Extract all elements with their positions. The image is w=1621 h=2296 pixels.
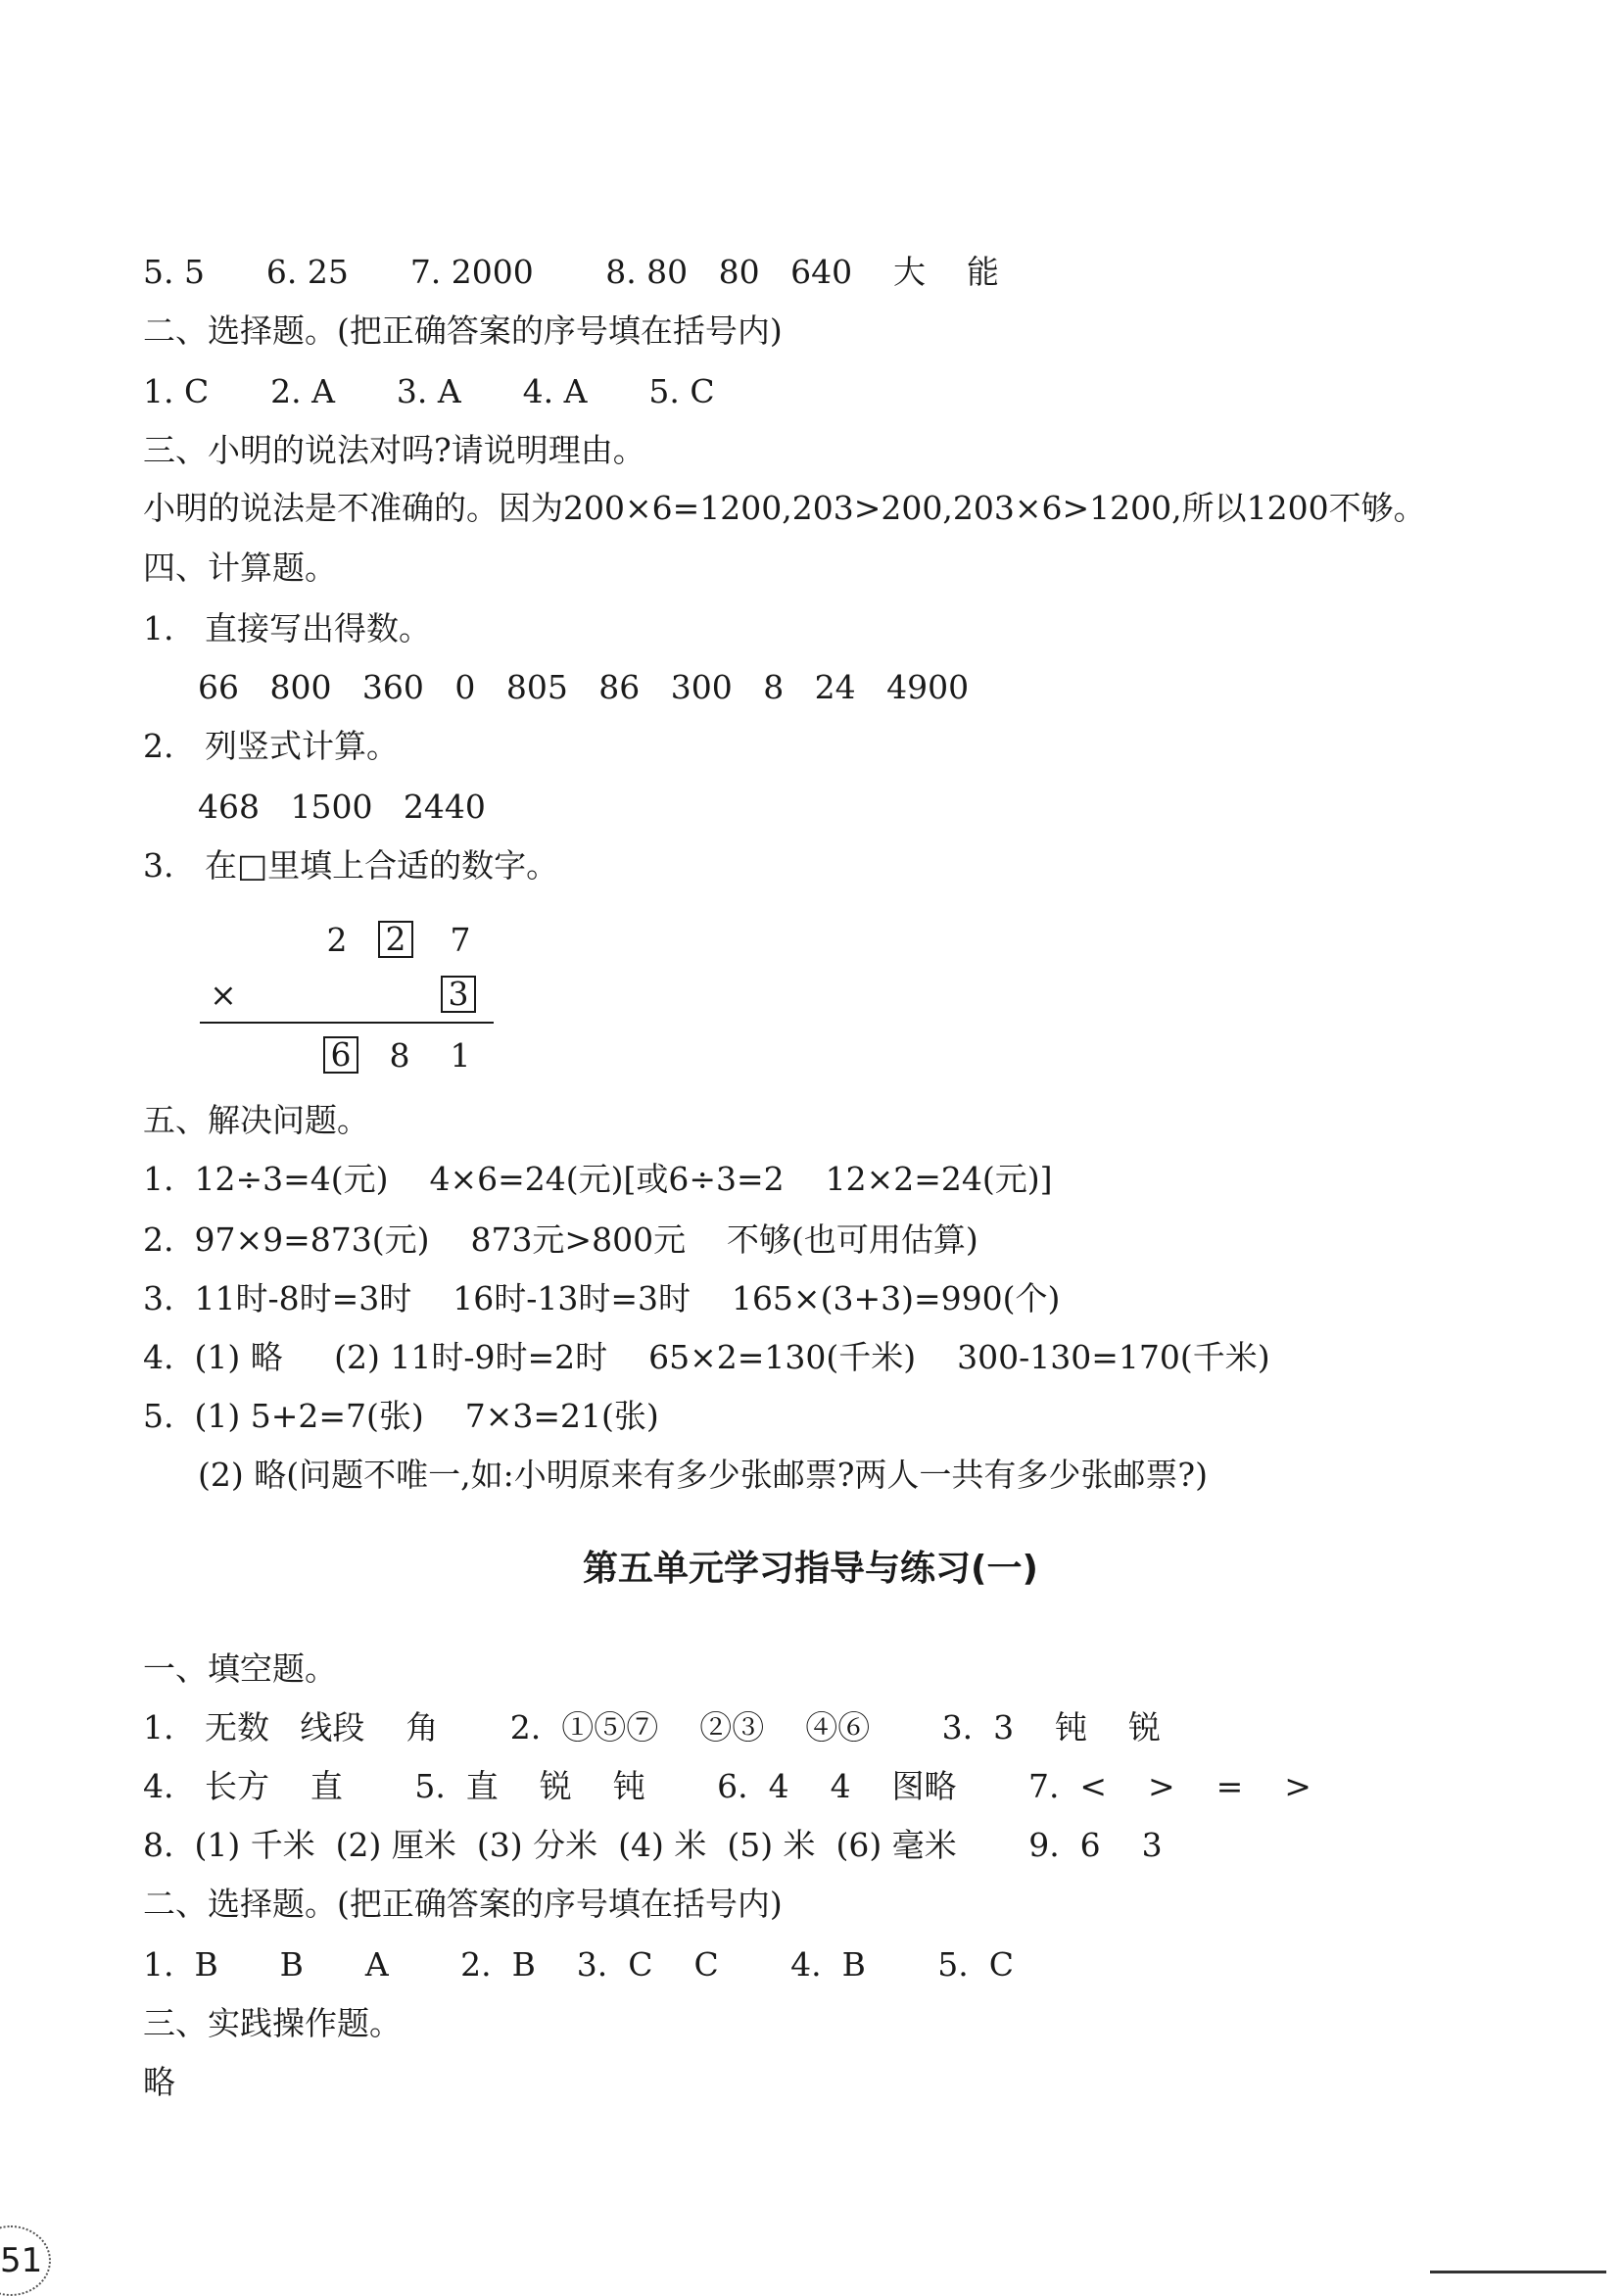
calc-item-1-answers: 66 800 360 0 805 86 300 8 24 4900: [198, 668, 970, 706]
times-sign: ×: [210, 976, 237, 1014]
mult-digit: 2: [326, 921, 348, 959]
calc-item-2-label: 2. 列竖式计算。: [143, 727, 399, 765]
multiplication-rule: [200, 1022, 494, 1024]
unit-answer-line-2: 4. 长方 直 5. 直 锐 钝 6. 4 4 图略 7. < > = >: [143, 1767, 1311, 1805]
footer-rule: [1430, 2271, 1606, 2273]
unit-answer-line-1: 1. 无数 线段 角 2. ①⑤⑦ ②③ ④⑥ 3. 3 钝 锐: [143, 1708, 1162, 1746]
heading-choice: 二、选择题。(把正确答案的序号填在括号内): [143, 311, 783, 350]
page-number: 51: [0, 2241, 43, 2280]
unit-choice-answers: 1. B B A 2. B 3. C C 4. B 5. C: [143, 1945, 1014, 1984]
calc-item-1-label: 1. 直接写出得数。: [143, 609, 431, 647]
heading-choice-2: 二、选择题。(把正确答案的序号填在括号内): [143, 1885, 783, 1923]
mult-digit: 1: [450, 1036, 471, 1075]
heading-fill-blank: 一、填空题。: [143, 1650, 337, 1688]
mult-digit: 7: [450, 921, 471, 959]
calc-item-3-label: 3. 在□里填上合适的数字。: [143, 846, 559, 885]
calc-item-2-answers: 468 1500 2440: [198, 788, 486, 826]
mult-digit: 8: [389, 1036, 410, 1075]
unit-title: 第五单元学习指导与练习(一): [583, 1549, 1038, 1589]
mult-boxed-digit: 2: [378, 921, 413, 958]
answer-line-fill-5-8: 5. 5 6. 25 7. 2000 8. 80 80 640 大 能: [143, 253, 1000, 291]
answer-line-choice: 1. C 2. A 3. A 4. A 5. C: [143, 372, 715, 410]
heading-problems: 五、解决问题。: [143, 1101, 369, 1139]
heading-practice: 三、实践操作题。: [143, 2004, 402, 2042]
heading-calculation: 四、计算题。: [143, 549, 337, 587]
mult-boxed-digit: 6: [323, 1036, 358, 1074]
mult-boxed-digit: 3: [441, 976, 476, 1013]
problem-answer-5-part-2: (2) 略(问题不唯一,如:小明原来有多少张邮票?两人一共有多少张邮票?): [198, 1456, 1208, 1494]
problem-answer-4: 4. (1) 略 (2) 11时-9时=2时 65×2=130(千米) 300-130=170(千米): [143, 1338, 1270, 1376]
problem-answer-5: 5. (1) 5+2=7(张) 7×3=21(张): [143, 1397, 659, 1435]
problem-answer-1: 1. 12÷3=4(元) 4×6=24(元)[或6÷3=2 12×2=24(元)]: [143, 1160, 1053, 1198]
problem-answer-3: 3. 11时-8时=3时 16时-13时=3时 165×(3+3)=990(个): [143, 1279, 1061, 1317]
unit-answer-line-3: 8. (1) 千米 (2) 厘米 (3) 分米 (4) 米 (5) 米 (6) 毫米 9. 6 3: [143, 1826, 1163, 1864]
heading-judgement: 三、小明的说法对吗?请说明理由。: [143, 431, 645, 469]
problem-answer-2: 2. 97×9=873(元) 873元>800元 不够(也可用估算): [143, 1220, 978, 1259]
practice-answer: 略: [143, 2063, 175, 2101]
answer-judgement: 小明的说法是不准确的。因为200×6=1200,203>200,203×6>1200,所以1200不够。: [143, 489, 1426, 527]
